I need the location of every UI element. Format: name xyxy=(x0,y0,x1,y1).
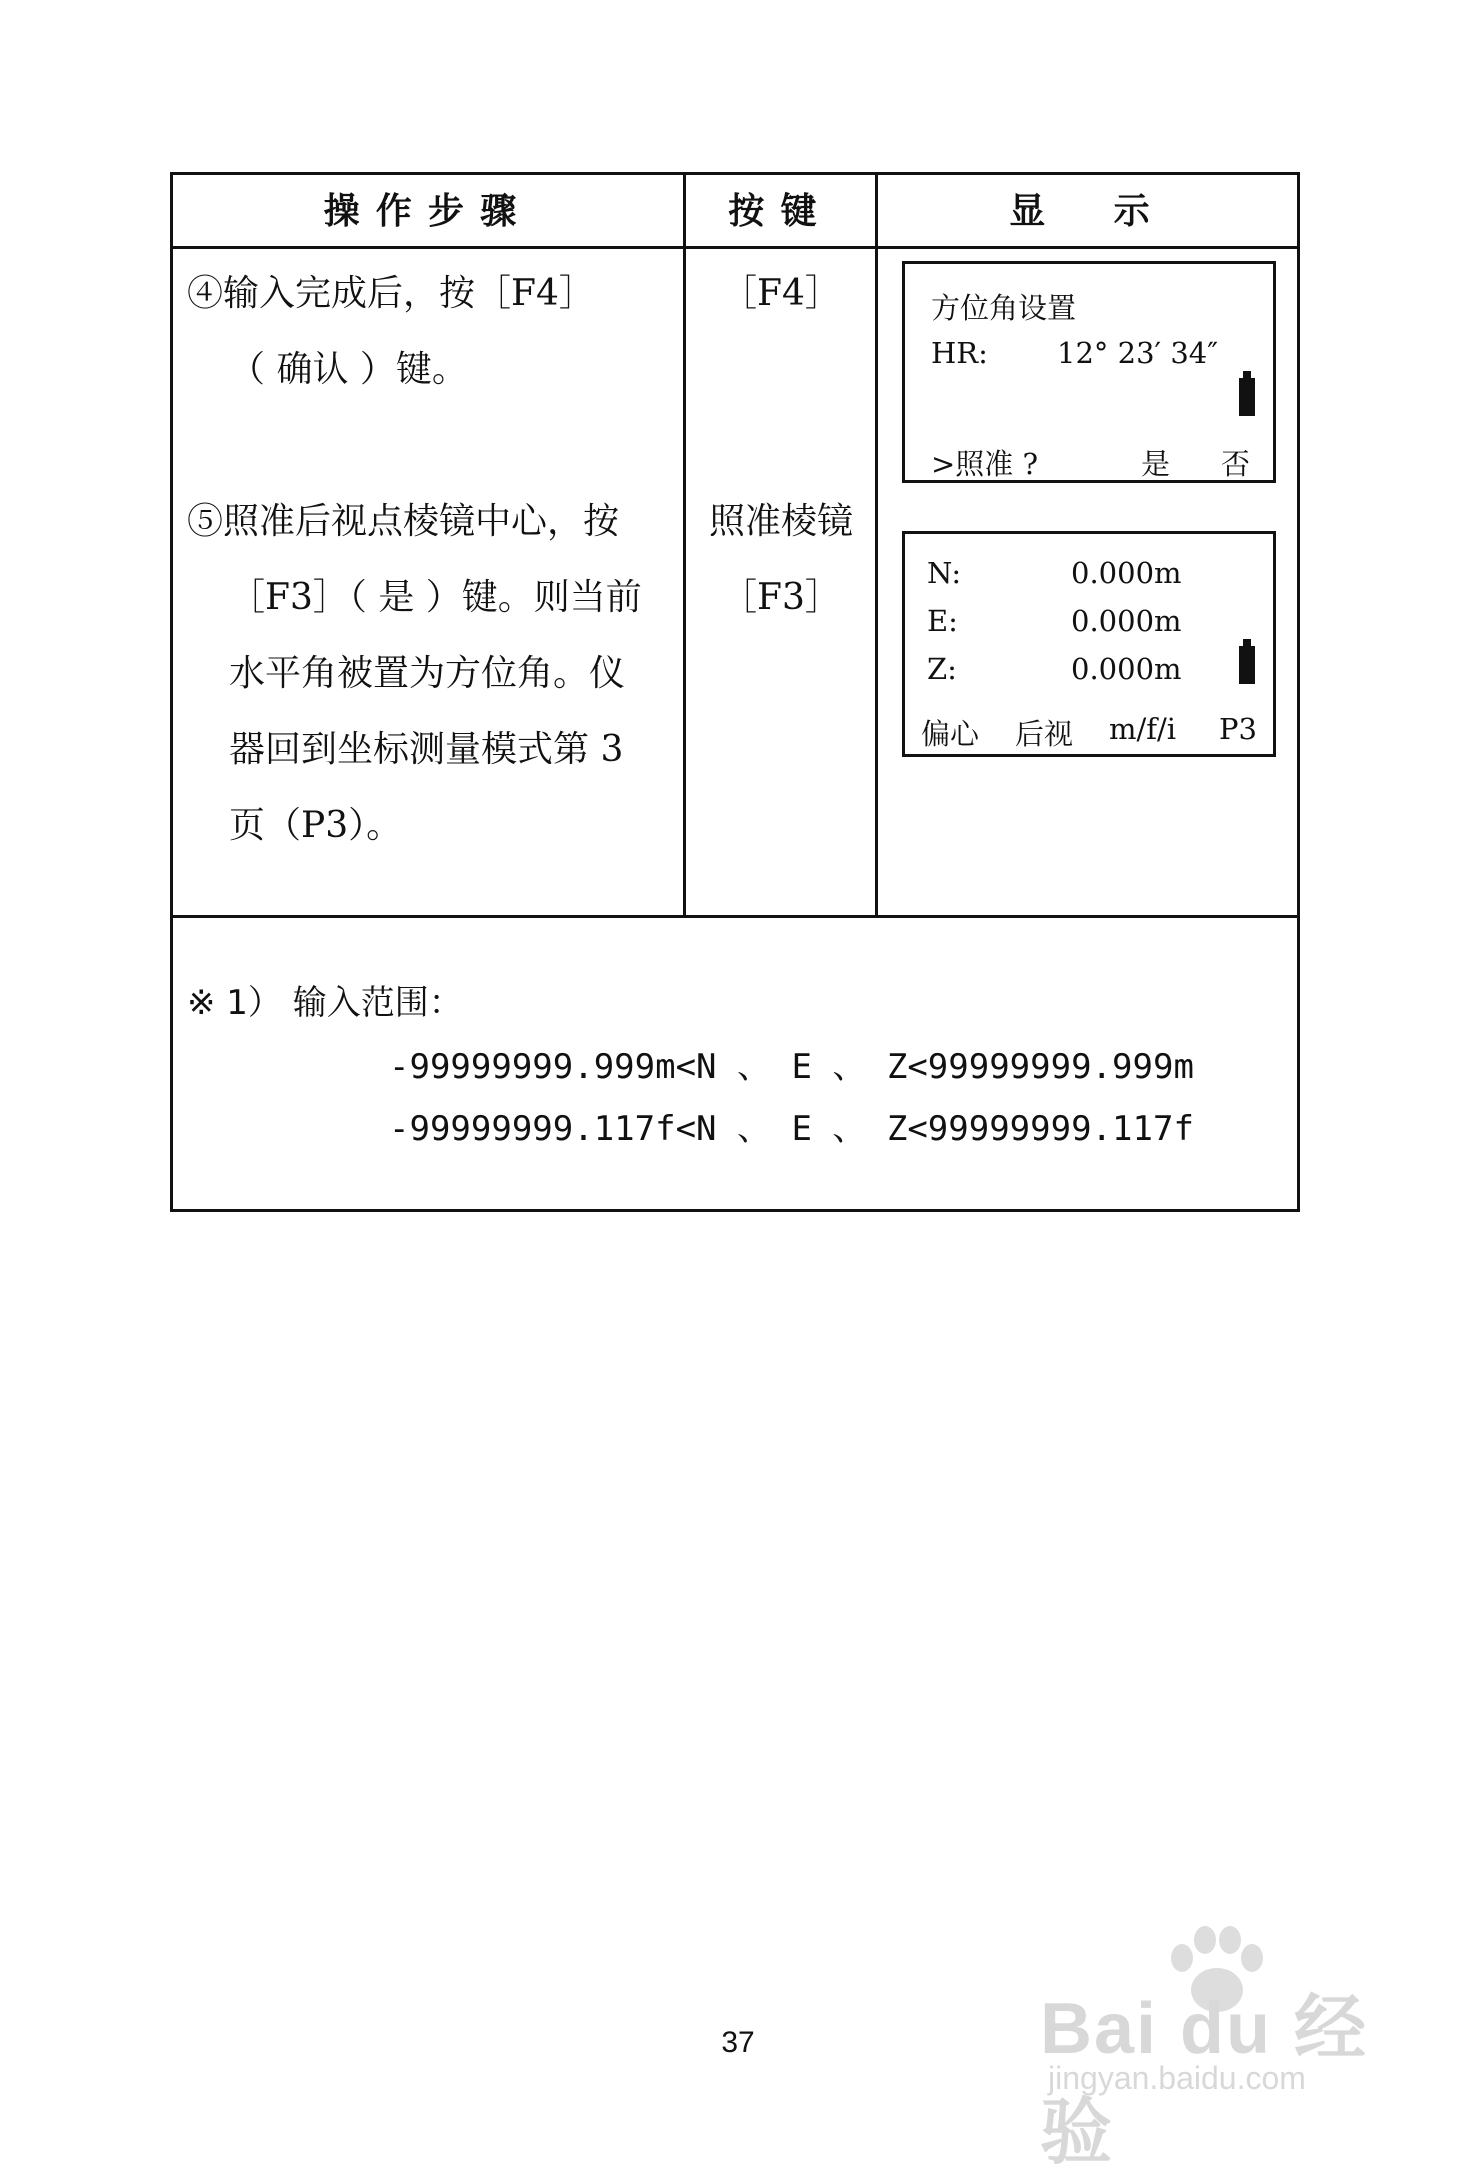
softkey-mfi: m/f/i xyxy=(1109,712,1177,746)
notes-divider xyxy=(173,915,1297,918)
battery-icon xyxy=(1239,378,1255,416)
step5-line-4: 器回到坐标测量模式第 3 xyxy=(229,729,624,770)
battery-icon xyxy=(1239,646,1255,684)
screen-title: 方位角设置 xyxy=(931,291,1077,325)
page-number: 37 xyxy=(721,2026,755,2059)
step5-line-3: 水平角被置为方位角。仪 xyxy=(229,653,626,694)
display-screen-azimuth xyxy=(902,261,1276,483)
column-divider-1 xyxy=(683,175,686,918)
step5-line-1: ⑤照准后视点棱镜中心，按 xyxy=(187,501,620,542)
display-screen-coordinates xyxy=(902,531,1276,757)
hr-value: 12° 23′ 34″ xyxy=(1057,336,1219,370)
watermark-brand: Bai du 经验 xyxy=(1040,1989,1369,2173)
column-divider-2 xyxy=(875,175,878,918)
n-value: 0.000m xyxy=(1071,556,1182,590)
step5-key-line-1: 照准棱镜 xyxy=(708,501,853,542)
header-keys: 按键 xyxy=(728,191,833,232)
softkey-yes: 是 xyxy=(1141,447,1171,481)
note-range-meters: -99999999.999m<N 、 E 、 Z<99999999.999m xyxy=(389,1047,1194,1087)
step5-line-5: 页（P3）。 xyxy=(229,805,403,846)
softkey-page: P3 xyxy=(1219,712,1257,746)
watermark-url: jingyan.baidu.com xyxy=(1048,2060,1306,2096)
e-label: E: xyxy=(927,604,958,638)
z-label: Z: xyxy=(927,652,957,686)
note-range-feet: -99999999.117f<N 、 E 、 Z<99999999.117f xyxy=(389,1109,1194,1149)
step5-key-line-2: ［F3］ xyxy=(721,577,841,618)
header-display: 显 示 xyxy=(1009,191,1166,232)
collimate-prompt: >照准 ? xyxy=(931,447,1039,481)
procedure-table xyxy=(170,172,1300,1212)
step4-line-2: （ 确认 ）键。 xyxy=(229,349,468,390)
step5-line-2: ［F3］（ 是 ）键。则当前 xyxy=(229,577,642,618)
note-title: ※ 1） 输入范围： xyxy=(187,983,463,1023)
softkey-no: 否 xyxy=(1221,447,1251,481)
step4-line-1: ④输入完成后，按［F4］ xyxy=(187,273,595,314)
e-value: 0.000m xyxy=(1071,604,1182,638)
step4-key: ［F4］ xyxy=(721,273,841,314)
softkey-offset: 偏心 xyxy=(921,717,980,751)
z-value: 0.000m xyxy=(1071,652,1182,686)
n-label: N: xyxy=(927,556,962,590)
header-steps: 操作步骤 xyxy=(323,191,533,232)
watermark-logo xyxy=(1040,1930,1400,2173)
hr-label: HR: xyxy=(931,336,988,370)
softkey-backsight: 后视 xyxy=(1015,717,1074,751)
